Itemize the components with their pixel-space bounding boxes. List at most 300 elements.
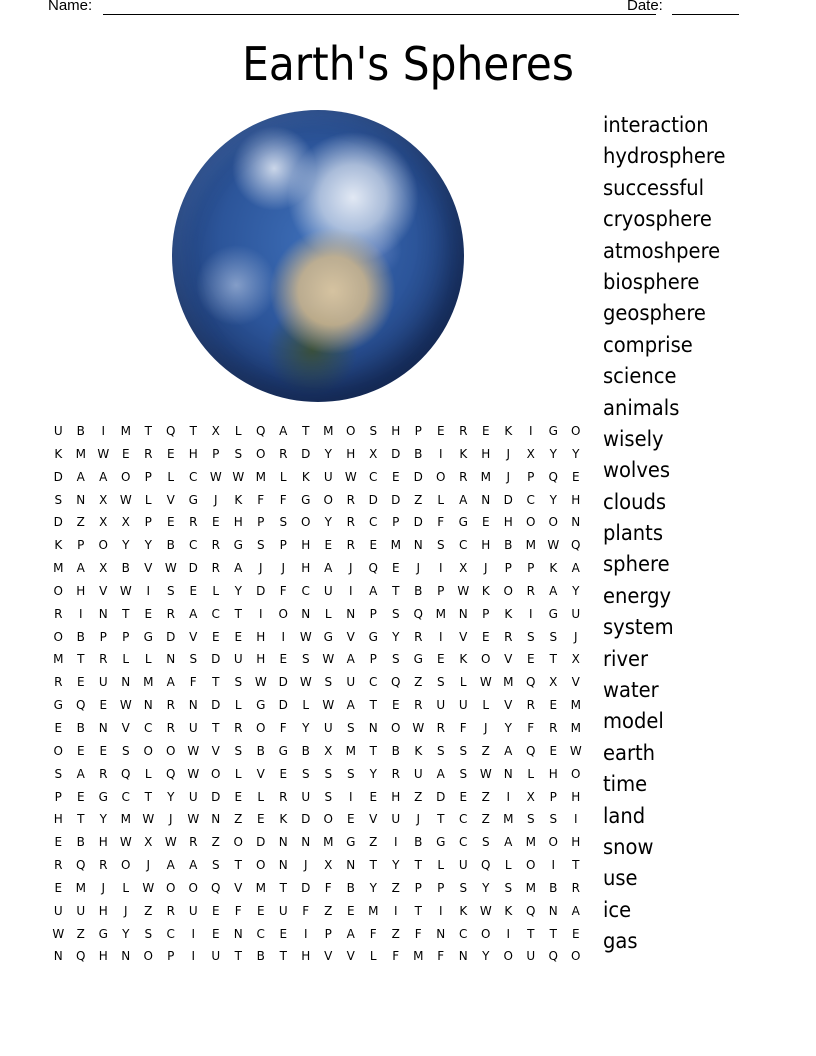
grid-letter: S	[211, 858, 220, 873]
word-search-grid	[47, 420, 587, 968]
grid-letter: Y	[324, 515, 332, 530]
grid-letter: W	[479, 903, 492, 918]
grid-letter: B	[256, 743, 265, 758]
grid-letter: T	[144, 789, 152, 804]
grid-letter: X	[324, 858, 333, 873]
grid-letter: S	[369, 424, 378, 438]
grid-letter: Q	[256, 424, 266, 438]
grid-letter: M	[75, 446, 86, 461]
grid-letter: F	[302, 903, 310, 918]
grid-letter: W	[254, 675, 267, 690]
grid-letter: F	[324, 880, 332, 895]
grid-letter: B	[504, 538, 513, 553]
grid-letter: G	[346, 835, 356, 850]
grid-letter: A	[571, 903, 580, 918]
grid-letter: E	[256, 903, 265, 918]
word-list-item: hydrosphere	[603, 144, 726, 169]
grid-letter: V	[459, 629, 468, 644]
grid-letter: R	[346, 492, 355, 507]
grid-letter: U	[323, 583, 333, 598]
grid-letter: R	[414, 629, 423, 644]
grid-letter: A	[234, 561, 243, 576]
grid-letter: Q	[391, 675, 401, 690]
word-list-item: river	[603, 646, 649, 671]
grid-letter: L	[504, 858, 512, 873]
grid-letter: N	[368, 720, 378, 735]
grid-letter: X	[211, 424, 220, 438]
grid-letter: P	[527, 561, 535, 576]
grid-letter: I	[281, 629, 286, 644]
grid-letter: K	[414, 743, 423, 758]
grid-letter: A	[76, 766, 85, 781]
grid-letter: R	[549, 720, 558, 735]
grid-letter: Y	[482, 880, 490, 895]
grid-letter: V	[571, 675, 580, 690]
grid-letter: V	[121, 720, 130, 735]
grid-letter: L	[302, 698, 310, 713]
grid-letter: D	[368, 492, 378, 507]
name-label: Name:	[48, 0, 93, 14]
grid-letter: A	[504, 743, 513, 758]
grid-letter: P	[212, 446, 220, 461]
date-blank-line	[672, 14, 739, 15]
grid-letter: M	[120, 812, 131, 827]
grid-letter: H	[301, 561, 311, 576]
grid-letter: A	[369, 583, 378, 598]
grid-letter: U	[53, 903, 63, 918]
grid-letter: O	[256, 720, 266, 735]
grid-letter: W	[232, 469, 245, 484]
grid-letter: A	[436, 766, 445, 781]
grid-letter: S	[526, 812, 535, 827]
word-list-item: clouds	[603, 489, 667, 514]
grid-letter: D	[301, 446, 311, 461]
grid-letter: D	[413, 515, 423, 530]
grid-letter: R	[346, 538, 355, 553]
grid-letter: W	[322, 652, 335, 667]
grid-letter: D	[166, 629, 176, 644]
grid-letter: Y	[549, 492, 557, 507]
grid-letter: I	[303, 926, 308, 941]
grid-letter: N	[458, 606, 468, 621]
grid-letter: H	[53, 812, 63, 827]
grid-letter: E	[279, 926, 288, 941]
grid-letter: N	[98, 606, 108, 621]
grid-letter: N	[346, 858, 356, 873]
grid-letter: R	[166, 698, 175, 713]
grid-letter: S	[324, 766, 333, 781]
grid-letter: W	[547, 538, 560, 553]
grid-letter: N	[98, 720, 108, 735]
grid-letter: V	[144, 561, 153, 576]
grid-letter: O	[188, 880, 198, 895]
grid-letter: J	[483, 720, 488, 735]
grid-letter: H	[481, 446, 491, 461]
grid-letter: O	[211, 766, 221, 781]
grid-letter: Y	[324, 446, 332, 461]
grid-letter: U	[188, 720, 198, 735]
grid-letter: U	[323, 469, 333, 484]
grid-letter: A	[324, 561, 333, 576]
grid-letter: Q	[166, 766, 176, 781]
grid-letter: J	[303, 858, 308, 873]
grid-letter: N	[143, 698, 153, 713]
grid-letter: G	[323, 629, 333, 644]
grid-letter: R	[414, 698, 423, 713]
grid-letter: M	[345, 743, 356, 758]
grid-letter: S	[459, 880, 468, 895]
grid-letter: L	[212, 583, 220, 598]
grid-letter: M	[503, 675, 514, 690]
grid-letter: O	[166, 880, 176, 895]
grid-letter: E	[481, 424, 490, 438]
grid-letter: O	[548, 515, 558, 530]
grid-letter: S	[526, 629, 535, 644]
grid-letter: D	[188, 561, 198, 576]
grid-letter: R	[211, 538, 220, 553]
grid-letter: Q	[526, 903, 536, 918]
grid-letter: W	[119, 583, 132, 598]
grid-letter: H	[98, 903, 108, 918]
grid-letter: R	[99, 766, 108, 781]
word-list-item: system	[603, 615, 674, 640]
grid-letter: W	[299, 629, 312, 644]
grid-letter: S	[436, 538, 445, 553]
word-list-item: ice	[603, 897, 632, 922]
grid-letter: O	[548, 835, 558, 850]
grid-letter: L	[144, 652, 152, 667]
grid-letter: E	[234, 629, 243, 644]
grid-letter: G	[301, 492, 311, 507]
grid-letter: J	[281, 561, 286, 576]
grid-letter: D	[211, 698, 221, 713]
grid-letter: E	[76, 675, 85, 690]
grid-letter: Z	[234, 812, 243, 827]
grid-letter: S	[54, 766, 63, 781]
grid-letter: N	[301, 835, 311, 850]
grid-letter: H	[233, 515, 243, 530]
grid-letter: T	[549, 652, 557, 667]
grid-letter: L	[527, 766, 535, 781]
grid-letter: W	[164, 561, 177, 576]
grid-letter: L	[234, 766, 242, 781]
grid-letter: M	[435, 606, 446, 621]
grid-letter: X	[324, 743, 333, 758]
grid-letter: J	[506, 469, 511, 484]
grid-letter: R	[54, 606, 63, 621]
grid-letter: W	[299, 675, 312, 690]
grid-letter: U	[278, 903, 288, 918]
grid-letter: E	[526, 652, 535, 667]
grid-letter: L	[257, 789, 265, 804]
grid-letter: L	[167, 469, 175, 484]
grid-letter: H	[571, 789, 581, 804]
grid-letter: C	[166, 926, 175, 941]
grid-letter: M	[53, 561, 64, 576]
name-blank-line	[103, 14, 656, 15]
grid-letter: K	[504, 606, 513, 621]
grid-letter: E	[256, 812, 265, 827]
grid-letter: H	[98, 835, 108, 850]
grid-letter: W	[142, 880, 155, 895]
grid-letter: E	[211, 903, 220, 918]
grid-letter: L	[122, 880, 130, 895]
grid-letter: E	[346, 812, 355, 827]
grid-letter: I	[78, 606, 83, 621]
grid-letter: V	[324, 949, 333, 964]
grid-letter: T	[77, 652, 85, 667]
grid-letter: Y	[549, 446, 557, 461]
grid-letter: Q	[548, 949, 558, 964]
grid-letter: W	[412, 720, 425, 735]
grid-letter: F	[527, 720, 535, 735]
grid-letter: I	[393, 903, 398, 918]
grid-letter: W	[97, 446, 110, 461]
grid-letter: W	[119, 492, 132, 507]
grid-letter: O	[121, 469, 131, 484]
word-list-item: sphere	[603, 552, 670, 577]
word-list-item: comprise	[603, 332, 693, 357]
grid-letter: W	[187, 743, 200, 758]
word-list-item: cryosphere	[603, 207, 712, 232]
grid-letter: H	[301, 949, 311, 964]
word-list-item: science	[603, 364, 677, 389]
grid-letter: M	[525, 835, 536, 850]
grid-letter: S	[504, 880, 513, 895]
grid-letter: D	[301, 880, 311, 895]
grid-letter: Y	[122, 926, 130, 941]
grid-letter: J	[416, 812, 421, 827]
grid-letter: U	[188, 903, 198, 918]
grid-letter: E	[436, 424, 445, 438]
grid-letter: C	[189, 469, 198, 484]
grid-letter: Z	[144, 903, 153, 918]
grid-letter: S	[324, 789, 333, 804]
grid-letter: T	[369, 698, 377, 713]
grid-letter: D	[391, 492, 401, 507]
grid-letter: G	[53, 698, 63, 713]
grid-letter: S	[54, 492, 63, 507]
grid-letter: I	[506, 789, 511, 804]
grid-letter: I	[348, 583, 353, 598]
grid-letter: C	[526, 492, 535, 507]
grid-letter: M	[390, 538, 401, 553]
grid-letter: B	[301, 743, 310, 758]
grid-letter: T	[302, 424, 310, 438]
grid-letter: U	[346, 675, 356, 690]
word-list-item: atmoshpere	[603, 238, 721, 263]
grid-letter: X	[99, 515, 108, 530]
grid-letter: B	[121, 561, 130, 576]
grid-letter: M	[503, 812, 514, 827]
grid-letter: Y	[234, 583, 242, 598]
grid-letter: R	[346, 515, 355, 530]
grid-letter: N	[413, 538, 423, 553]
grid-letter: S	[459, 743, 468, 758]
grid-letter: C	[459, 926, 468, 941]
grid-letter: X	[121, 515, 130, 530]
grid-letter: U	[436, 698, 446, 713]
grid-letter: V	[504, 698, 513, 713]
grid-letter: R	[279, 789, 288, 804]
grid-letter: B	[346, 880, 355, 895]
grid-letter: C	[211, 606, 220, 621]
grid-letter: J	[123, 903, 128, 918]
grid-letter: D	[436, 789, 446, 804]
grid-letter: S	[189, 652, 198, 667]
grid-letter: E	[166, 515, 175, 530]
grid-letter: T	[234, 606, 242, 621]
grid-letter: W	[322, 698, 335, 713]
grid-letter: O	[256, 446, 266, 461]
grid-letter: E	[211, 926, 220, 941]
grid-letter: C	[459, 812, 468, 827]
grid-letter: K	[54, 446, 63, 461]
grid-letter: U	[211, 949, 221, 964]
grid-letter: P	[414, 880, 422, 895]
grid-letter: O	[143, 949, 153, 964]
grid-letter: W	[187, 766, 200, 781]
grid-letter: A	[346, 926, 355, 941]
grid-letter: R	[166, 606, 175, 621]
grid-letter: X	[459, 561, 468, 576]
grid-letter: Y	[369, 880, 377, 895]
grid-letter: B	[256, 949, 265, 964]
grid-letter: I	[573, 812, 578, 827]
grid-letter: Y	[302, 720, 310, 735]
grid-letter: T	[369, 858, 377, 873]
grid-letter: J	[483, 561, 488, 576]
grid-letter: C	[189, 538, 198, 553]
grid-letter: E	[54, 835, 63, 850]
grid-letter: E	[234, 789, 243, 804]
grid-letter: P	[167, 949, 175, 964]
grid-letter: A	[279, 424, 288, 438]
grid-letter: H	[548, 766, 558, 781]
grid-letter: Z	[369, 835, 378, 850]
grid-letter: S	[436, 675, 445, 690]
grid-letter: E	[211, 515, 220, 530]
grid-letter: J	[213, 492, 218, 507]
grid-letter: H	[76, 583, 86, 598]
grid-letter: K	[459, 652, 468, 667]
grid-letter: M	[480, 469, 491, 484]
grid-letter: U	[76, 903, 86, 918]
grid-letter: Z	[391, 926, 400, 941]
grid-letter: Q	[548, 469, 558, 484]
grid-letter: V	[346, 629, 355, 644]
grid-letter: R	[234, 720, 243, 735]
grid-letter: Z	[481, 789, 490, 804]
grid-letter: Y	[572, 446, 580, 461]
grid-letter: E	[369, 789, 378, 804]
grid-letter: O	[436, 469, 446, 484]
grid-letter: M	[75, 880, 86, 895]
grid-letter: E	[211, 629, 220, 644]
grid-letter: F	[257, 492, 265, 507]
grid-letter: J	[348, 561, 353, 576]
grid-letter: S	[481, 835, 490, 850]
grid-letter: J	[573, 629, 578, 644]
grid-letter: T	[122, 606, 130, 621]
grid-letter: F	[279, 583, 287, 598]
word-list-item: energy	[603, 583, 672, 608]
grid-letter: Y	[392, 629, 400, 644]
grid-letter: J	[101, 880, 106, 895]
grid-letter: T	[234, 858, 242, 873]
grid-letter: O	[278, 606, 288, 621]
grid-letter: J	[258, 561, 263, 576]
grid-letter: U	[458, 858, 468, 873]
grid-letter: F	[414, 926, 422, 941]
grid-letter: I	[438, 629, 443, 644]
grid-letter: N	[233, 926, 243, 941]
grid-letter: G	[436, 835, 446, 850]
grid-letter: W	[119, 835, 132, 850]
grid-letter: K	[504, 424, 513, 438]
grid-letter: F	[189, 675, 197, 690]
grid-letter: H	[301, 538, 311, 553]
grid-letter: H	[391, 424, 401, 438]
grid-letter: B	[549, 880, 558, 895]
grid-letter: E	[99, 698, 108, 713]
grid-letter: S	[391, 652, 400, 667]
grid-letter: N	[166, 652, 176, 667]
grid-letter: I	[191, 949, 196, 964]
grid-letter: E	[166, 446, 175, 461]
grid-letter: S	[391, 606, 400, 621]
word-list-item: biosphere	[603, 269, 700, 294]
grid-letter: Y	[167, 789, 175, 804]
grid-letter: N	[548, 903, 558, 918]
grid-letter: K	[54, 538, 63, 553]
grid-letter: P	[369, 652, 377, 667]
grid-letter: Y	[144, 538, 152, 553]
grid-letter: Q	[76, 858, 86, 873]
grid-letter: M	[323, 424, 334, 438]
grid-letter: D	[278, 675, 288, 690]
grid-letter: R	[189, 835, 198, 850]
grid-letter: Z	[414, 789, 423, 804]
grid-letter: S	[279, 515, 288, 530]
grid-letter: K	[234, 492, 243, 507]
grid-letter: R	[391, 766, 400, 781]
grid-letter: E	[436, 652, 445, 667]
grid-letter: B	[166, 538, 175, 553]
grid-letter: L	[459, 675, 467, 690]
grid-letter: G	[98, 926, 108, 941]
grid-letter: G	[143, 629, 153, 644]
grid-letter: U	[458, 698, 468, 713]
grid-letter: H	[503, 515, 513, 530]
grid-letter: E	[549, 698, 558, 713]
grid-letter: N	[121, 675, 131, 690]
grid-letter: S	[346, 720, 355, 735]
grid-letter: O	[481, 926, 491, 941]
grid-letter: A	[76, 561, 85, 576]
grid-letter: C	[459, 835, 468, 850]
grid-letter: N	[76, 492, 86, 507]
grid-letter: Q	[166, 424, 176, 438]
grid-letter: T	[414, 903, 422, 918]
grid-letter: X	[99, 492, 108, 507]
grid-letter: O	[526, 515, 536, 530]
word-list-item: interaction	[603, 113, 709, 137]
grid-letter: I	[506, 926, 511, 941]
grid-letter: S	[436, 743, 445, 758]
grid-letter: W	[164, 835, 177, 850]
grid-letter: M	[570, 720, 581, 735]
